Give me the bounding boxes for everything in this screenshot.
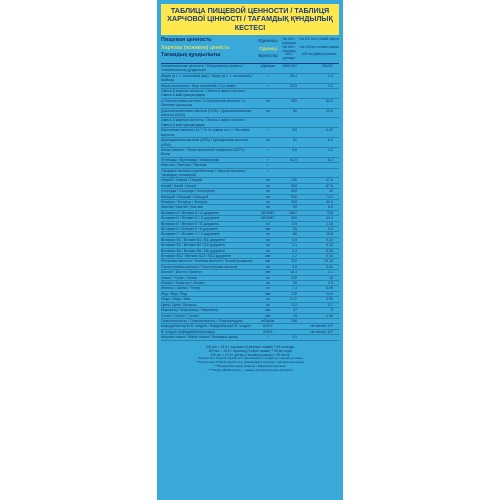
row-unit: мОсм/кг — [261, 318, 275, 323]
table-row — [161, 118, 339, 128]
row-value-per-100g: 0.4 — [292, 248, 297, 253]
row-value-per-100ml: 1.3 — [328, 147, 333, 152]
row-unit: КОЕ/г — [263, 324, 273, 329]
row-name: Цинк / Цинк / Мырыш — [161, 302, 197, 307]
row-name: B. longum бифидобактериялары — [161, 329, 216, 334]
row-value-per-100ml: Не менее 10⁶ — [310, 324, 333, 329]
row-value-per-100ml: 0.61 — [326, 264, 333, 269]
row-name: Фосфор / Фосфор / Фосфор — [161, 199, 208, 204]
row-value-per-100ml: 3.2 — [328, 83, 333, 88]
row-value-per-100ml: 0.15 — [326, 243, 333, 248]
header-name: Тағамдық құндылығы — [161, 52, 221, 59]
header-per-100ml: 100 мл дайын қоспаға — [301, 52, 337, 57]
row-unit: мг — [266, 183, 270, 188]
row-name: Магний / Магній / Магний — [161, 205, 203, 210]
row-unit: г — [267, 335, 269, 340]
row-value-per-100g: 26 — [293, 281, 297, 286]
row-unit: мкг — [265, 313, 271, 318]
header-unit: Бірліктер — [258, 53, 278, 59]
row-unit: г — [267, 168, 269, 173]
row-name: Хлориды / Хлориди / Хлоридтер — [161, 189, 216, 194]
table-row — [161, 89, 339, 99]
row-name: Лактоза / Лактоза / Лактоза — [161, 163, 207, 168]
row-name: Кальций / Кальцій / Кальций — [161, 194, 209, 199]
row-name: Витамин В2 / Вітамін В2 / В2 дәрумені — [161, 243, 225, 248]
row-name: Мерная ложка / Мірна ложка / Өлшеуіш қасық — [161, 335, 238, 340]
footer-line: 100 мл = 13.5 г порошка (3 мерные ложки) + 90 мл воды — [205, 344, 295, 349]
row-name: Инозит / Інозитол / Инозит — [161, 281, 205, 286]
row-name: Йод / Йод / Йод — [161, 291, 187, 296]
row-value-per-100g: 10 — [293, 313, 297, 318]
row-unit: г — [267, 157, 269, 162]
row-value-per-100ml: 1.36 — [326, 313, 333, 318]
row-value-per-100g: 8.5 — [292, 221, 297, 226]
row-value-per-100g: 39 — [293, 227, 297, 231]
footer-line: *Société des Produits Nestlé S.A. (Швейцария), владелец товарного знака — [197, 356, 303, 361]
row-unit: г — [267, 128, 269, 133]
row-name: Витамин С / Вітамін С / С дәрумені — [161, 232, 220, 237]
row-unit: мг — [266, 297, 270, 302]
row-unit: мг — [266, 178, 270, 183]
row-name: Витамин D / Вітамін D / D дәрумені — [161, 216, 220, 221]
row-value-per-100g: 400 — [291, 98, 297, 103]
header-per-100ml: На 100 мл готовой смеси — [299, 37, 339, 42]
row-value-per-100g: 4.5 — [292, 335, 297, 340]
row-name: Углеводы / Вуглеводи / Көмірсулар — [161, 157, 220, 162]
row-value-per-100g: 25.4 — [290, 73, 297, 78]
row-value-per-100ml: 6.9 — [328, 138, 333, 143]
row-value-per-100ml: 5.3 — [328, 227, 333, 231]
row-unit: мкг — [265, 227, 271, 231]
row-value-per-100ml: 0.05 — [326, 297, 333, 302]
row-name: Марганец / Марганець / Марганец — [161, 308, 218, 313]
row-value-per-100g: 80 — [293, 108, 297, 113]
table-row — [161, 128, 339, 138]
row-name: Жиры (в т. ч. молочный жир) / Жири (в т. ч. молочний) / Майлар — [161, 73, 253, 83]
table-footer — [161, 345, 339, 373]
row-unit: г — [267, 147, 269, 152]
row-unit: мг — [266, 243, 270, 248]
row-unit: мг — [266, 232, 270, 237]
row-value-per-100g: 0.9 — [292, 237, 297, 242]
row-name: Витамин В1 / Вітамін В1 / В1 дәрумені — [161, 237, 225, 242]
row-value-per-100ml: 2.1 — [328, 270, 333, 275]
row-unit: мг — [266, 108, 270, 113]
header-per-100g: На 100 г порошка — [282, 37, 296, 46]
row-name: Селен / Селен / Селен — [161, 313, 199, 318]
row-value-per-100g: 80 — [293, 232, 297, 237]
row-value-per-100g: 4.5 — [292, 264, 297, 269]
row-value-per-100ml: 0.05 — [326, 248, 333, 253]
row-value-per-100ml: 0.16 — [326, 254, 333, 259]
row-unit: мкг — [265, 259, 271, 264]
row-unit: мг — [266, 237, 270, 242]
row-value-per-100ml: 67.8 — [326, 183, 333, 188]
row-name: Витамин В12 / Вітамін В12 / В12 дәрумені — [161, 254, 231, 259]
row-name: Витамин Е / Вітамін Е / Е дәрумені — [161, 221, 219, 226]
table-title: ТАБЛИЦА ПИЩЕВОЙ ЦЕННОСТИ / ТАБЛИЦЯ ХАРЧОВОЇ ЦІННОСТІ / ТАҒАМДЫҚ ҚҰНДЫЛЫҚ КЕСТЕСІ — [161, 4, 339, 35]
row-name: Биотин / Біотин / Биотин — [161, 270, 202, 275]
row-value-per-100ml: 0.47 — [326, 128, 333, 133]
row-unit: мг — [266, 221, 270, 226]
row-value-per-100g: 37 — [293, 308, 297, 313]
row-unit: мкг — [265, 291, 271, 296]
row-name: Калий / Калій / Калий — [161, 183, 197, 188]
header-unit: Одиниці — [259, 45, 277, 51]
row-value-per-100g: 7.3 — [292, 286, 297, 291]
row-unit: мг — [266, 194, 270, 199]
row-unit: г — [267, 73, 269, 78]
row-unit: МЕ/МКГ — [261, 210, 275, 215]
row-unit: мг — [266, 138, 270, 143]
table-row — [161, 138, 339, 148]
row-value-per-100g: 5.2 — [292, 302, 297, 307]
row-unit: мг — [266, 264, 270, 269]
row-value-per-100ml: 10.8 — [326, 232, 333, 237]
row-name: Пищевые волокна (пребиотики) / Харчові волокна / Тағамдық талшықтар — [161, 168, 247, 177]
row-unit: мкг — [265, 270, 271, 275]
row-name: Натрий / Натрій / Натрий — [161, 178, 203, 183]
row-value-per-100ml: 17.6 — [326, 178, 333, 183]
row-unit: мг — [266, 275, 270, 280]
footer-line: 100 мл = 13.5 г ұнтақ (3 өлшеуіш қасық) + 90 мл су — [210, 353, 290, 358]
row-value-per-100ml: 39.3 — [326, 199, 333, 204]
row-value-per-100g: 1667 — [289, 210, 297, 215]
row-name: Осмоляльность / Осмоляльність / Осмоляльділік — [161, 318, 243, 323]
row-name: Фолиевая кислота / Фолієва кислота / Фолий қышқылы — [161, 259, 253, 264]
row-value-per-100g: 112 — [291, 259, 297, 264]
header-row-kz — [161, 53, 339, 61]
row-unit: мг — [266, 302, 270, 307]
row-name: Витамин В6 / Вітамін В6 / В6 дәрумені — [161, 248, 225, 253]
row-unit: кДж/ккал — [260, 64, 276, 68]
row-value-per-100g: 0.37 — [290, 297, 297, 302]
footer-line: **Société des Produits Nestlé S.A. (Швейцарія), власник торговельної марки — [196, 360, 304, 365]
row-name: Витамин К / Вітамін К / К дәрумені — [161, 227, 218, 231]
row-value-per-100ml: 14.9 — [326, 291, 333, 296]
table-row — [161, 74, 339, 84]
row-name: Белки (казеин : белки молочной сыворотки 30/70) / Білки — [161, 147, 246, 157]
table-row — [161, 148, 339, 158]
row-value-per-100ml: 6.8 — [328, 205, 333, 210]
row-value-per-100g: 290 — [291, 199, 297, 204]
row-value-per-100ml: Не менее 10⁶ — [310, 329, 333, 334]
row-value-per-100ml: 73.2 — [326, 194, 333, 199]
row-name: Омега-3 жирные кислоты / Омега-3 жирні кислоти / Омега-3 май қышқылдары — [161, 118, 247, 127]
row-unit: мкг — [265, 254, 271, 259]
row-unit: мг — [266, 281, 270, 286]
row-value-per-100g: 15.3 — [290, 270, 297, 275]
row-value-per-100g: 1.1 — [292, 243, 297, 248]
row-unit: мкг — [265, 308, 271, 313]
header-unit: Единицы — [258, 38, 278, 44]
header-per-100ml: На 100 мл готової суміші — [299, 44, 339, 49]
row-value-per-100g: 50 — [293, 205, 297, 210]
row-value-per-100g: 9.6 — [292, 147, 297, 152]
table-header — [161, 37, 339, 64]
row-unit: мг — [266, 286, 270, 291]
row-name: Омега-6 жирные кислоты / Омега-6 жирні кислоти / Омега-6 май қышқылдары — [161, 89, 247, 98]
footer-line: ***Бифидобактерии (живые) / Біфідобактерії живі — [214, 364, 286, 369]
footer-line: ****Tangle bifidobacteria — живые пробиотические бактерии — [207, 367, 293, 372]
row-value-per-100ml: 54.2 — [326, 98, 333, 103]
row-name: Пантотеновая кислота / Пантотенова кислота — [161, 264, 238, 269]
row-unit: КОЕ/г — [263, 329, 273, 334]
row-name: Холин / Холін / Холин — [161, 275, 197, 280]
row-unit: мг — [266, 189, 270, 194]
row-value-per-100ml: 8.3 — [328, 157, 333, 162]
row-unit: г — [267, 83, 269, 88]
row-name: Арахидоновая кислота (ARA) / Арахідонова кислота (ARA) — [161, 138, 248, 147]
row-name: Железо / Залізо / Темір — [161, 286, 200, 291]
row-unit: МЕ/МКГ — [261, 216, 275, 221]
row-value-per-100ml: 3.5 — [328, 281, 333, 286]
row-value-per-100g: 2090/497 — [282, 64, 297, 68]
row-value-per-100g: 110 — [291, 275, 297, 280]
row-name: Докозагексаеновая кислота (DHA) / Докозагексаєнова кислота (DHA) — [161, 108, 252, 118]
row-name: Жиры молочные / Жир молочний / Сүт майы — [161, 83, 236, 88]
row-name: Линолевая кислота (14.7 % от суммы ж.к.) / Лінолева кислота — [161, 128, 250, 137]
nutrition-rows — [161, 64, 339, 341]
row-unit: мг — [266, 199, 270, 204]
row-value-per-100g: 540 — [291, 194, 297, 199]
header-per-100g: На 100 г порошку — [282, 44, 296, 53]
row-value-per-100ml: 15 — [329, 275, 333, 280]
row-value-per-100g: 309 — [291, 216, 297, 221]
header-name: Харчова (поживна) цінність — [161, 44, 230, 51]
row-value-per-100g: 110 — [291, 291, 297, 296]
row-value-per-100g: 23.5 — [290, 83, 297, 88]
row-value-per-100ml: 281/67 — [322, 64, 333, 68]
table-row — [161, 335, 339, 340]
row-value-per-100ml: 0.7 — [328, 302, 333, 307]
row-value-per-100ml: 226 — [327, 210, 333, 215]
row-value-per-100ml: 10.8 — [326, 108, 333, 113]
row-unit: г — [267, 163, 269, 168]
footer-line: 100 мл = 13.5 г порошку (3 мірні ложки) + 90 мл води — [208, 348, 292, 353]
row-value-per-100ml: 15.18 — [324, 259, 333, 264]
row-name: Витамин А / Вітамін А / А дәрумені — [161, 210, 219, 215]
row-value-per-100g: 500 — [291, 183, 297, 188]
row-name: Медь / Мідь / Мыс — [161, 297, 192, 302]
row-value-per-100ml: 5 — [331, 308, 333, 313]
table-row — [161, 109, 339, 119]
row-value-per-100g: 310 — [291, 189, 297, 194]
table-row — [161, 169, 339, 179]
row-value-per-100g: 3.5 — [292, 128, 297, 133]
row-name: Бифидобактерии B. longum / Біфідобактерії B. longum — [161, 324, 251, 329]
row-value-per-100g: 1.2 — [292, 254, 297, 259]
row-unit: мг — [266, 248, 270, 253]
row-unit: мг — [266, 205, 270, 210]
row-unit: мг — [266, 98, 270, 103]
row-name: Энергетическая ценность / Енергетична цінність / Энергетикалық құндылығы — [161, 64, 244, 73]
table-row — [161, 99, 339, 109]
row-value-per-100ml: 44.4 — [326, 216, 333, 221]
nutrition-label-panel — [157, 0, 343, 500]
header-name: Пищевая ценность — [161, 37, 212, 44]
row-value-per-100ml: 1.15 — [326, 221, 333, 226]
row-value-per-100g: 61.5 — [290, 157, 297, 162]
row-value-per-100ml: 0.99 — [326, 286, 333, 291]
row-value-per-100ml: 3.4 — [328, 73, 333, 78]
table-row — [161, 64, 339, 74]
row-value-per-100ml: 42 — [329, 189, 333, 194]
row-value-per-100g: 288 — [291, 318, 297, 323]
header-per-100g: 100 г ұнтаққа — [283, 52, 295, 61]
row-value-per-100ml: 0.12 — [326, 237, 333, 242]
row-name: α-Линоленовая кислота / α-Ліноленова кислота / α-Линолен қышқылы — [161, 98, 247, 108]
row-value-per-100g: 51 — [293, 138, 297, 143]
row-value-per-100g: 130 — [291, 178, 297, 183]
